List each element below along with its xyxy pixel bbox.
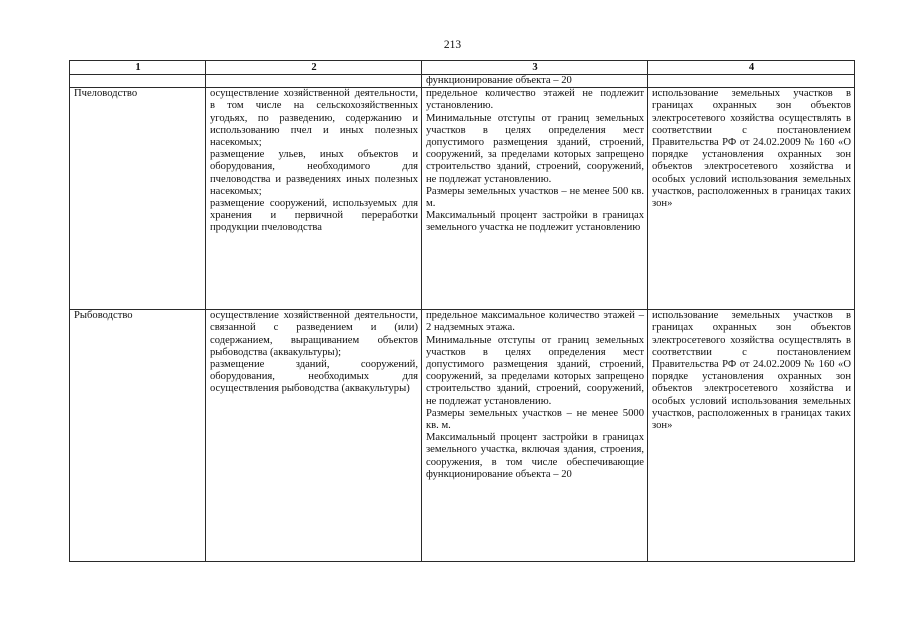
use-name-cell [70,88,206,310]
zoning-regulations-table [69,60,855,562]
parameter-paragraph: Максимальный процент застройки в границах земельного участка не подлежит установлению [426,210,644,234]
description-cell [206,310,422,562]
description-paragraph: размещение сооружений, используемых для хранения и первичной переработки продукции пчеловодства [210,198,418,234]
parameter-paragraph: Максимальный процент застройки в границах земельного участка, включая здания, строения, сооружения, в том числе обеспечивающие функционирование объекта – 20 [426,432,644,480]
parameters-cell [422,88,648,310]
description-paragraph: осуществление хозяйственной деятельности, в том числе на сельскохозяйственных угодьях, по разведению, содержанию и использованию пчел и иных полезных насекомых; [210,88,418,149]
column-header-4: 4 [648,61,855,75]
continuation-col4 [648,75,855,88]
continuation-col3 [422,75,648,88]
parameter-paragraph: Минимальные отступы от границ земельных участков в целях определения мест допустимого размещения зданий, строений, сооружений, за пределами которых запрещено строительство зданий, строений, сооружений, не подлежат установлению. [426,334,644,407]
parameter-paragraph: предельное количество этажей не подлежит установлению. [426,88,644,112]
continuation-col2 [206,75,422,88]
page-number: 213 [443,39,462,51]
use-name: Рыбоводство [74,310,133,322]
continuation-text: функционирование объекта – 20 [426,75,572,86]
use-name-cell [70,310,206,562]
column-header-2: 2 [206,61,422,75]
parameter-paragraph: Размеры земельных участков – не менее 500 кв. м. [426,185,644,210]
continuation-col1 [70,75,206,88]
description-paragraph: размещение ульев, иных объектов и оборудования, необходимого для пчеловодства и разведениях иных полезных насекомых; [210,149,418,197]
parameter-paragraph: Размеры земельных участков – не менее 5000 кв. м. [426,407,644,432]
table-header-row [70,61,855,75]
restriction-paragraph: использование земельных участков в границах охранных зон объектов электросетевого хозяйства осуществлять в соответствии с постановлением Правительства РФ от 24.02.2009 № 160 «О порядке установления охранных зон объектов электросетевого хозяйства и особых условий использования земельных участков, расположенных в границах таких зон» [652,310,851,432]
column-header-1: 1 [70,61,206,75]
description-paragraph: осуществление хозяйственной деятельности, связанной с разведением и (или) содержанием, выращиванием объектов рыбоводства (аквакультуры); [210,310,418,358]
continuation-row [70,75,855,88]
table-row [70,88,855,310]
parameters-cell [422,310,648,562]
table-row [70,310,855,562]
description-paragraph: размещение зданий, сооружений, оборудования, необходимых для осуществления рыбоводства (аквакультуры) [210,359,418,395]
parameter-paragraph: предельное максимальное количество этажей – 2 надземных этажа. [426,310,644,334]
use-name: Пчеловодство [74,88,138,100]
parameter-paragraph: Минимальные отступы от границ земельных участков в целях определения мест допустимого размещения зданий, строений, сооружений, за пределами которых запрещено строительство зданий, строений, сооружений, не подлежат установлению. [426,112,644,185]
column-header-3: 3 [422,61,648,75]
restriction-paragraph: использование земельных участков в границах охранных зон объектов электросетевого хозяйства осуществлять в соответствии с постановлением Правительства РФ от 24.02.2009 № 160 «О порядке установления охранных зон объектов электросетевого хозяйства и особых условий использования земельных участков, расположенных в границах таких зон» [652,88,851,210]
restrictions-cell [648,88,855,310]
restrictions-cell [648,310,855,562]
description-cell [206,88,422,310]
